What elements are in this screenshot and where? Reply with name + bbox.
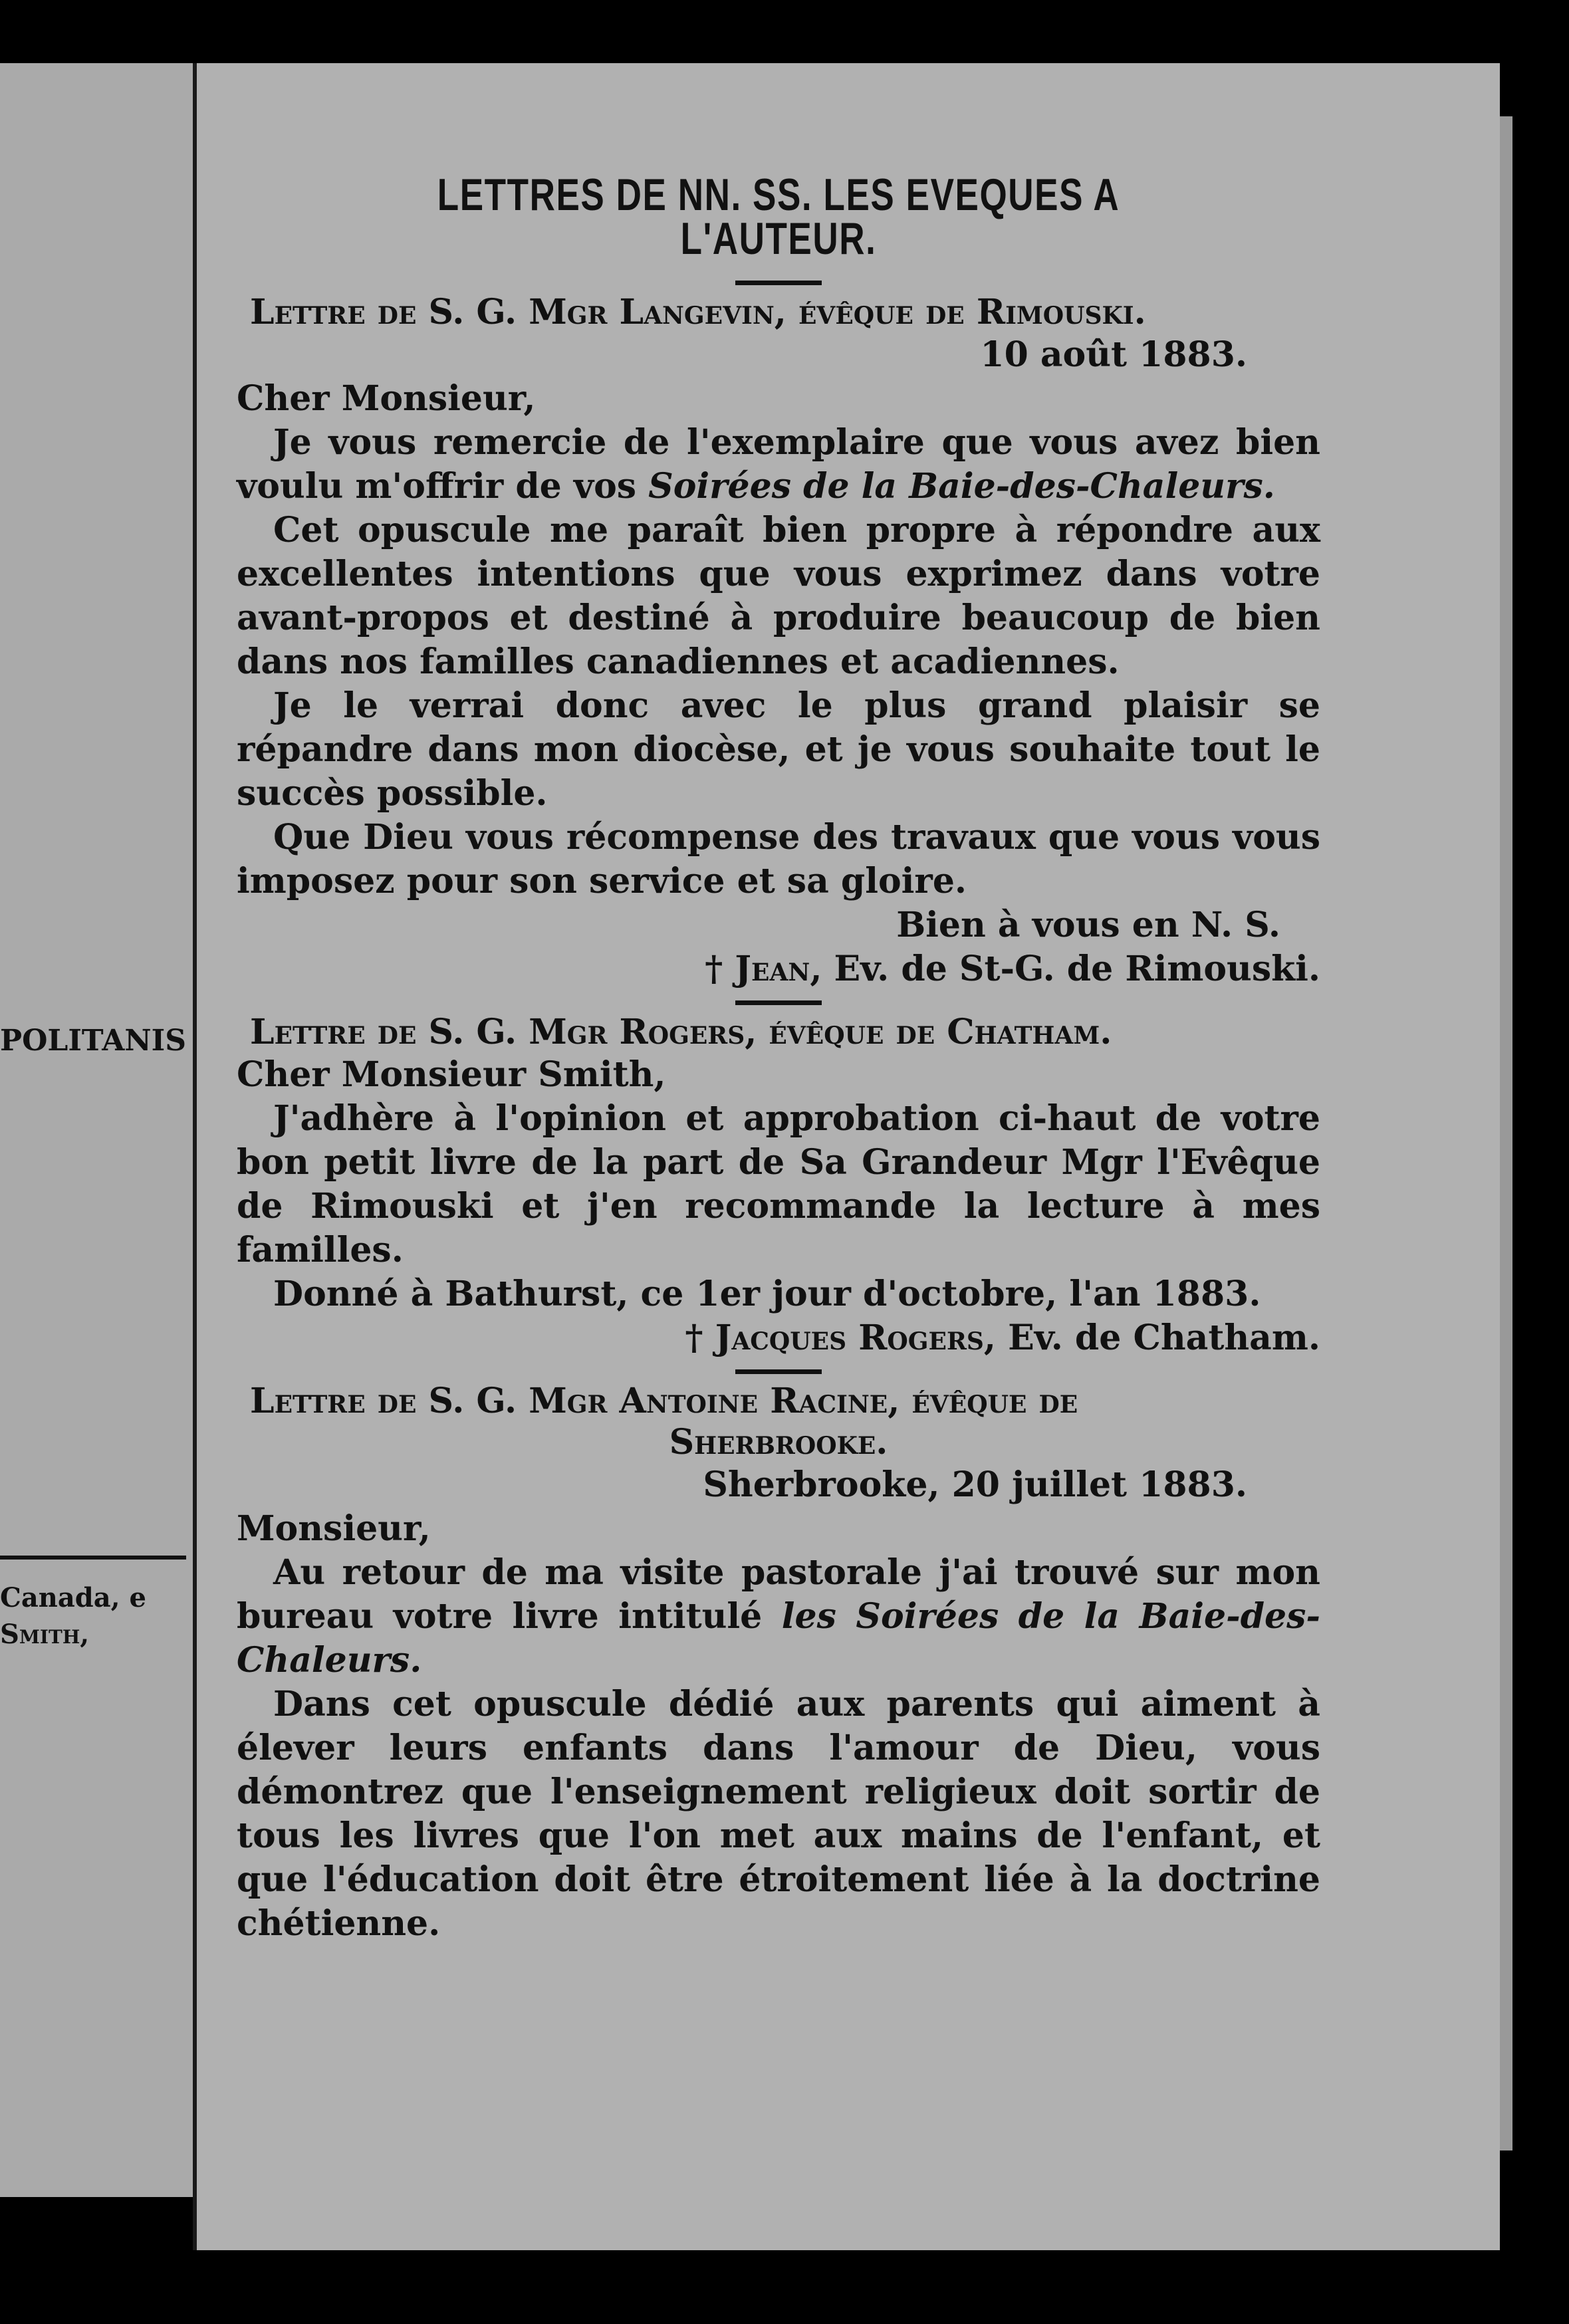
letter-paragraph: Donné à Bathurst, ce 1er jour d'octobre, l'an 1883. [273, 1274, 1261, 1314]
letter-salutation: Cher Monsieur Smith, [237, 1054, 666, 1095]
letter-paragraph [237, 421, 1320, 509]
paragraph-text: Je vous remercie de l'exemplaire que vous avez bien voulu m'offrir de vos [237, 422, 1320, 507]
letter-heading: Lettre de S. G. Mgr Antoine Racine, évêque de [250, 1381, 1078, 1421]
separator-rule [735, 281, 822, 285]
book-title: les Soirées de la Baie-des-Chaleurs. [237, 1596, 1320, 1681]
page-content [237, 170, 1320, 1946]
letter-date: Sherbrooke, 20 juillet 1883. [703, 1464, 1247, 1505]
letter-salutation: Cher Monsieur, [237, 378, 536, 419]
letter-signature [237, 947, 1320, 991]
left-page-fragment [0, 63, 205, 2197]
main-page [193, 63, 1500, 2250]
book-title: Soirées de la Baie-des-Chaleurs. [648, 466, 1275, 507]
letter-date: 10 août 1883. [980, 334, 1247, 375]
signatory-title: , Ev. de Chatham. [983, 1318, 1320, 1358]
fragment-text-3: Smith, [0, 1619, 90, 1650]
paragraph-text: Au retour de ma visite pastorale j'ai trouvé sur mon bureau votre livre intitulé [237, 1552, 1320, 1637]
separator-rule [735, 1369, 822, 1374]
signatory-name: Jacques Rogers [715, 1318, 984, 1358]
fragment-text-1: POLITANIS [0, 1024, 186, 1058]
signatory-name: Jean [735, 949, 810, 989]
letter-salutation: Monsieur, [237, 1508, 431, 1549]
letter-closing: Bien à vous en N. S. [896, 905, 1280, 945]
cross-glyph: † [685, 1318, 715, 1358]
separator-rule [735, 1000, 822, 1005]
fragment-text-2: Canada, e [0, 1582, 146, 1613]
letter-heading-continued: Sherbrooke. [669, 1422, 888, 1462]
signatory-title: , Ev. de St-G. de Rimouski. [810, 949, 1320, 989]
fragment-rule [0, 1556, 186, 1560]
letter-paragraph: Que Dieu vous récompense des travaux que vous vous imposez pour son service et sa gloire. [237, 817, 1320, 901]
letter-signature [237, 1316, 1320, 1360]
letter-paragraph: J'adhère à l'opinion et approbation ci-haut de votre bon petit livre de la part de Sa Grandeur Mgr l'Evêque de Rimouski et j'en recommande la lecture à mes familles. [237, 1098, 1320, 1270]
letter-paragraph: Dans cet opuscule dédié aux parents qui aiment à élever leurs enfants dans l'amour de Dieu, vous démontrez que l'enseignement religieux doit sortir de tous les livres que l'on met aux mains de l'enfant, et que l'éducation doit être étroitement liée à la doctrine chétienne. [237, 1684, 1320, 1944]
letter-heading: Lettre de S. G. Mgr Langevin, évêque de Rimouski. [250, 292, 1146, 332]
page-title: LETTRES DE NN. SS. LES EVEQUES A L'AUTEUR. [437, 170, 1120, 264]
letter-paragraph: Cet opuscule me paraît bien propre à répondre aux excellentes intentions que vous exprimez dans votre avant-propos et destiné à produire beaucoup de bien dans nos familles canadiennes et acadiennes. [237, 510, 1320, 682]
letter-paragraph: Je le verrai donc avec le plus grand plaisir se répandre dans mon diocèse, et je vous souhaite tout le succès possible. [237, 685, 1320, 814]
letter-paragraph [237, 1551, 1320, 1683]
cross-glyph: † [705, 949, 735, 989]
letter-heading: Lettre de S. G. Mgr Rogers, évêque de Chatham. [250, 1012, 1112, 1052]
